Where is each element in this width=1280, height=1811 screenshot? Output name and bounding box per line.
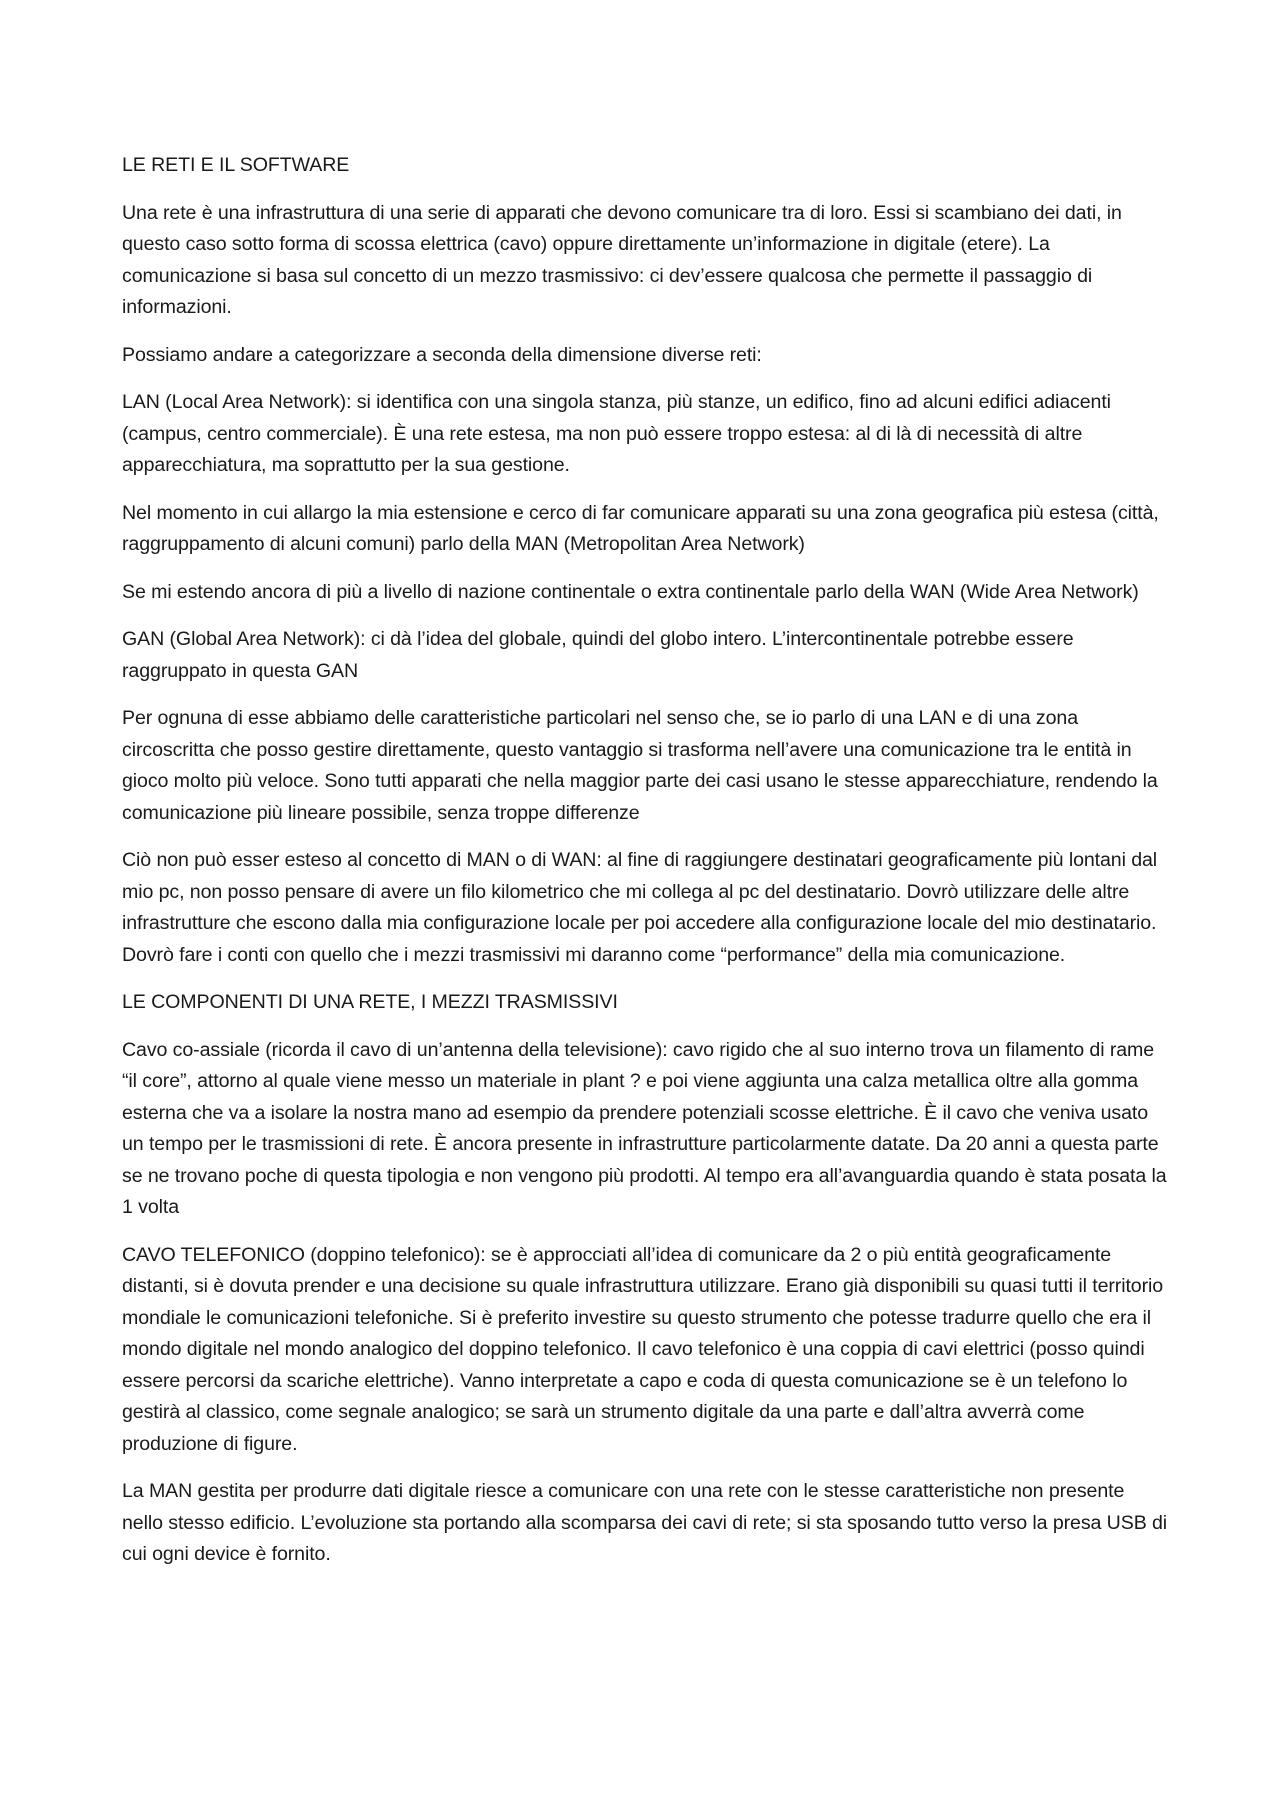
paragraph-caratteristiche: Per ognuna di esse abbiamo delle caratteristiche particolari nel senso che, se io parlo di una LAN e di una zona circoscritta che posso gestire direttamente, questo vantaggio si trasforma nell’avere una comunicazione tra le entità in gioco molto più veloce. Sono tutti apparati che nella maggior parte dei casi usano le stesse apparecchiature, rendendo la comunicazione più lineare possibile, senza troppe differenze — [122, 707, 1158, 824]
paragraph-man-wan-limiti: Ciò non può esser esteso al concetto di MAN o di WAN: al fine di raggiungere destinatari geograficamente più lontani dal mio pc, non posso pensare di avere un filo kilometrico che mi collega al pc del destinatario. Dovrò utilizzare delle altre infrastrutture che escono dalla mia configurazione locale per poi accedere alla configurazione locale del mio destinatario. Dovrò fare i conti con quello che i mezzi trasmissivi mi daranno come “performance” della mia comunicazione. — [122, 849, 1158, 966]
section-title-componenti: LE COMPONENTI DI UNA RETE, I MEZZI TRASMISSIVI — [122, 991, 618, 1013]
paragraph-man: Nel momento in cui allargo la mia estensione e cerco di far comunicare apparati su una zona geografica più estesa (città, raggruppamento di alcuni comuni) parlo della MAN (Metropolitan Area Network) — [122, 501, 1159, 555]
paragraph-gan: GAN (Global Area Network): ci dà l’idea del globale, quindi del globo intero. L’intercontinentale potrebbe essere raggruppato in questa GAN — [122, 628, 1074, 682]
paragraph-cavo-telefonico: CAVO TELEFONICO (doppino telefonico): se è approcciati all’idea di comunicare da 2 o più entità geograficamente distanti, si è dovuta prender e una decisione su quale infrastruttura utilizzare. Erano già disponibili su quasi tutti il territorio mondiale le comunicazioni telefoniche. Si è preferito investire su questo strumento che potesse tradurre quello che era il mondo digitale nel mondo analogico del doppino telefonico. Il cavo telefonico è una coppia di cavi elettrici (posso quindi essere percorsi da scariche elettriche). Vanno interpretate a capo e coda di questa comunicazione se è un telefono lo gestirà al classico, come segnale analogico; se sarà un strumento digitale da una parte e dall’altra avverrà come produzione di figure. — [122, 1243, 1164, 1455]
paragraph-wan: Se mi estendo ancora di più a livello di nazione continentale o extra continentale parlo della WAN (Wide Area Network) — [122, 580, 1139, 603]
document-body — [122, 150, 1168, 1587]
paragraph-rete-definizione: Una rete è una infrastruttura di una serie di apparati che devono comunicare tra di loro. Essi si scambiano dei dati, in questo caso sotto forma di scossa elettrica (cavo) oppure direttamente un’informazione in digitale (etere). La comunicazione si basa sul concetto di un mezzo trasmissivo: ci dev’essere qualcosa che permette il passaggio di informazioni. — [122, 201, 1122, 318]
paragraph-categorie: Possiamo andare a categorizzare a seconda della dimensione diverse reti: — [122, 343, 762, 366]
paragraph-lan: LAN (Local Area Network): si identifica con una singola stanza, più stanze, un edifico, fino ad alcuni edifici adiacenti (campus, centro commerciale). È una rete estesa, ma non può essere troppo estesa: al di là di necessità di altre apparecchiatura, ma soprattutto per la sua gestione. — [122, 391, 1111, 476]
paragraph-cavo-coassiale: Cavo co-assiale (ricorda il cavo di un’antenna della televisione): cavo rigido che al suo interno trova un filamento di rame “il core”, attorno al quale viene messo un materiale in plant ? e poi viene aggiunta una calza metallica oltre alla gomma esterna che va a isolare la nostra mano ad esempio da prendere potenziali scosse elettriche. È il cavo che veniva usato un tempo per le trasmissioni di rete. È ancora presente in infrastrutture particolarmente datate. Da 20 anni a questa parte se ne trovano poche di questa tipologia e non vengono più prodotti. Al tempo era all’avanguardia quando è stata posata la 1 volta — [122, 1038, 1167, 1218]
paragraph-man-evoluzione: La MAN gestita per produrre dati digitale riesce a comunicare con una rete con le stesse caratteristiche non presente nello stesso edificio. L’evoluzione sta portando alla scomparsa dei cavi di rete; si sta sposando tutto verso la presa USB di cui ogni device è fornito. — [122, 1480, 1168, 1565]
document-title: LE RETI E IL SOFTWARE — [122, 154, 350, 176]
